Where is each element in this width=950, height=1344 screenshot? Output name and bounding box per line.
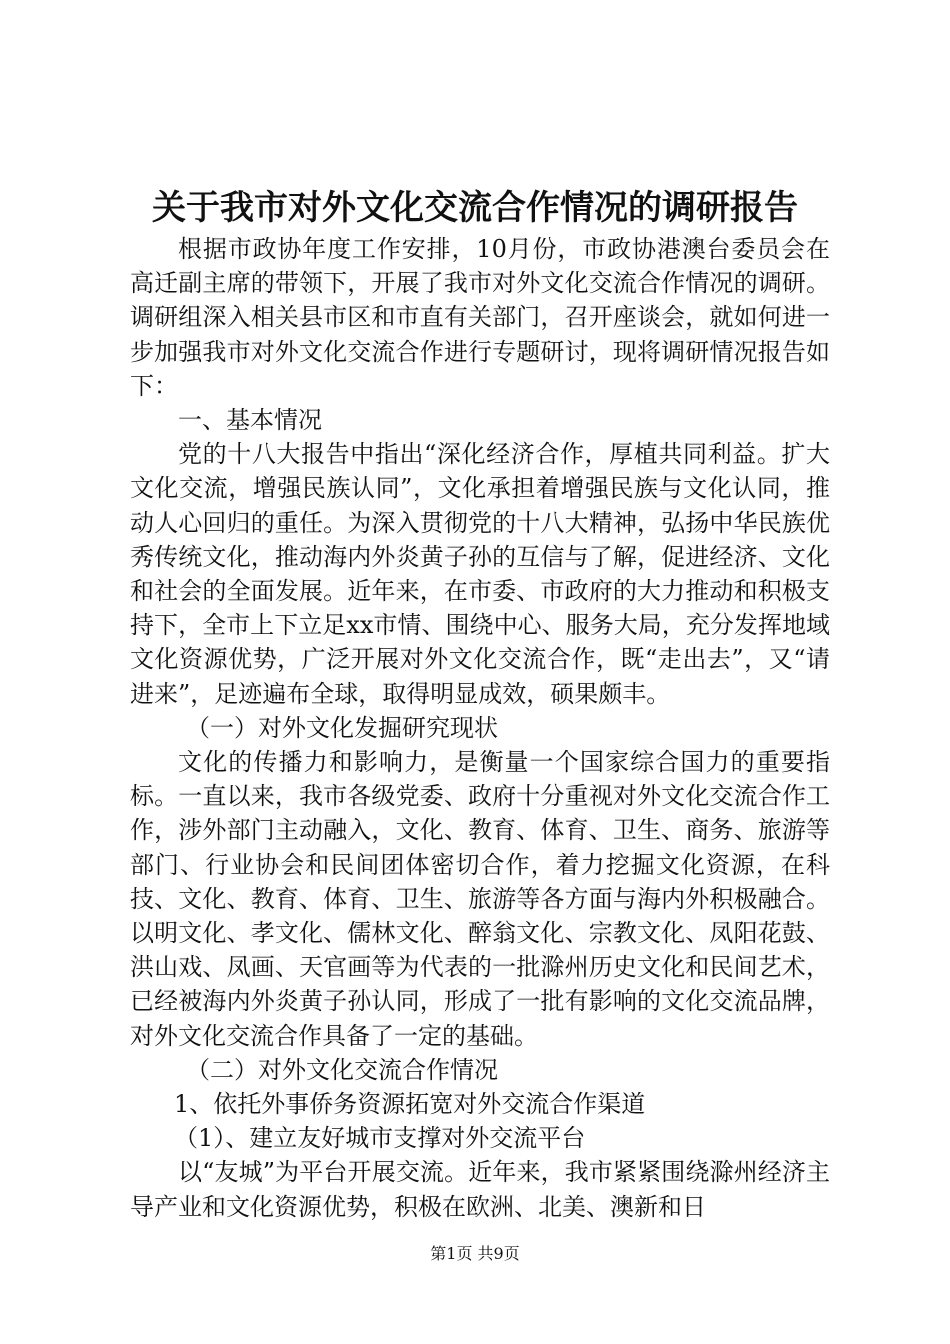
paragraph-sister-cities: 以“友城”为平台开展交流。近年来，我市紧紧围绕滁州经济主导产业和文化资源优势，积极在欧洲、北美、澳新和日 bbox=[130, 1158, 830, 1221]
document-title: 关于我市对外文化交流合作情况的调研报告 bbox=[152, 188, 798, 228]
page-number-footer: 第1页 共9页 bbox=[430, 1244, 520, 1263]
subsection-heading-research: （一）对外文化发掘研究现状 bbox=[186, 713, 498, 742]
paragraph-intro: 根据市政协年度工作安排，10月份，市政协港澳台委员会在高迁副主席的带领下，开展了我市对外文化交流合作情况的调研。调研组深入相关县市区和市直有关部门，召开座谈会，就如何进一步加强我市对外文化交流合作进行专题研讨，现将调研情况报告如下： bbox=[130, 235, 830, 400]
item-subheading-sister-cities: （1）、建立友好城市支撑对外交流平台 bbox=[174, 1124, 586, 1153]
subsection-heading-cooperation: （二）对外文化交流合作情况 bbox=[186, 1055, 498, 1084]
paragraph-basic-situation: 党的十八大报告中指出“深化经济合作，厚植共同利益。扩大文化交流，增强民族认同”，文化承担着增强民族与文化认同，推动人心回归的重任。为深入贯彻党的十八大精神，弘扬中华民族优秀传统文化，推动海内外炎黄子孙的互信与了解，促进经济、文化和社会的全面发展。近年来，在市委、市政府的大力推动和积极支持下，全市上下立足xx市情、围绕中心、服务大局，充分发挥地域文化资源优势，广泛开展对外文化交流合作，既“走出去”，又“请进来”，足迹遍布全球，取得明显成效，硕果颇丰。 bbox=[130, 440, 830, 708]
item-heading-channels: 1、依托外事侨务资源拓宽对外交流合作渠道 bbox=[174, 1090, 646, 1119]
document-body bbox=[130, 232, 830, 1224]
section-heading-basic: 一、基本情况 bbox=[178, 406, 322, 435]
paragraph-research: 文化的传播力和影响力，是衡量一个国家综合国力的重要指标。一直以来，我市各级党委、政府十分重视对外文化交流合作工作，涉外部门主动融入，文化、教育、体育、卫生、商务、旅游等部门、行业协会和民间团体密切合作，着力挖掘文化资源，在科技、文化、教育、体育、卫生、旅游等各方面与海内外积极融合。以明文化、孝文化、儒林文化、醉翁文化、宗教文化、凤阳花鼓、洪山戏、凤画、天官画等为代表的一批滁州历史文化和民间艺术，已经被海内外炎黄子孙认同，形成了一批有影响的文化交流品牌，对外文化交流合作具备了一定的基础。 bbox=[130, 748, 830, 1050]
